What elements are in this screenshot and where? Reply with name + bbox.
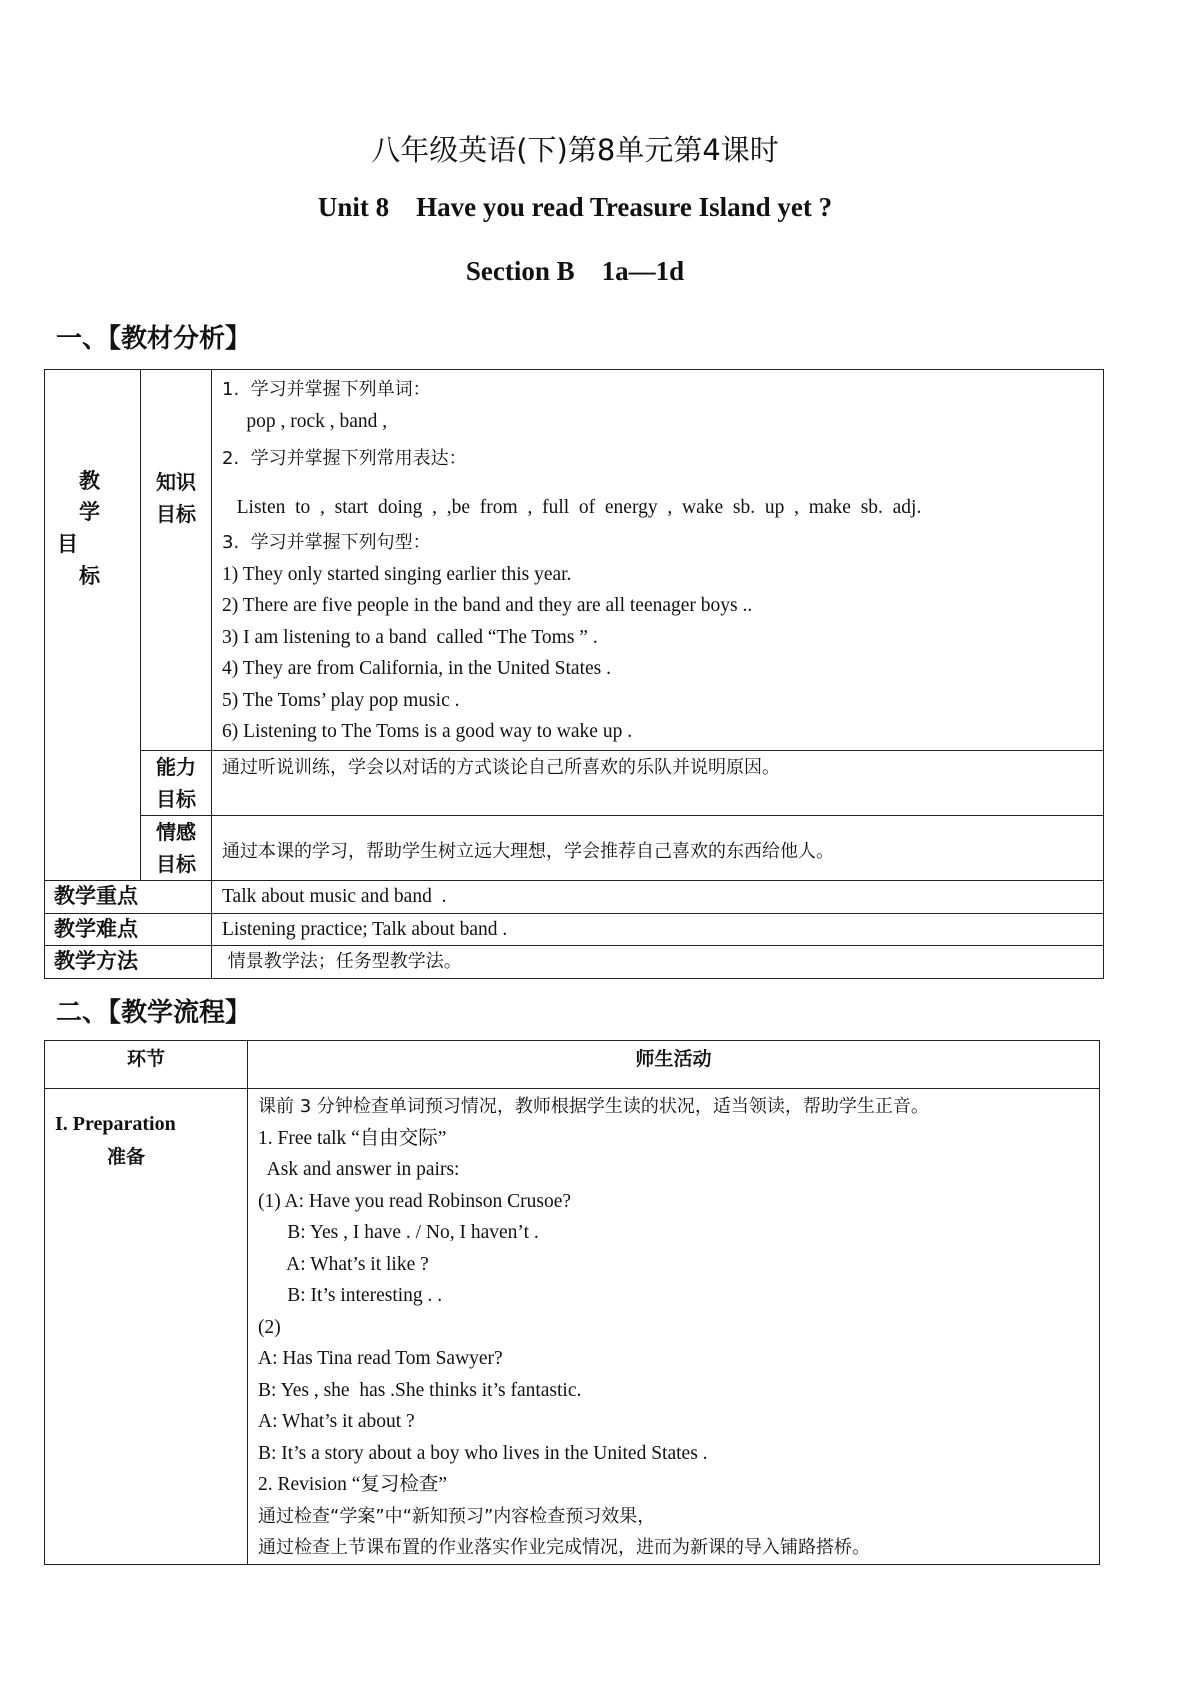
key-point-label-cell	[45, 881, 212, 914]
activity-line: B: It’s a story about a boy who lives in the United States .	[258, 1442, 708, 1464]
knowledge-label-top: 知识	[156, 470, 196, 494]
ability-content	[212, 751, 1104, 816]
knowledge-content	[212, 370, 1104, 751]
ability-label-top: 能力	[156, 755, 196, 779]
emotion-content	[212, 816, 1104, 881]
ability-text: 通过听说训练，学会以对话的方式谈论自己所喜欢的乐队并说明原因。	[222, 757, 780, 778]
emotion-label-top: 情感	[156, 820, 196, 844]
ability-label-bottom: 目标	[156, 787, 196, 811]
goal-char-1: 教	[79, 469, 100, 493]
knowledge-line: 5) The Toms’ play pop music .	[222, 689, 460, 711]
process-table	[44, 1040, 1100, 1565]
activity-line: Ask and answer in pairs:	[258, 1159, 460, 1180]
method-label-cell	[45, 946, 212, 979]
goal-char-2: 学	[79, 500, 100, 524]
knowledge-line: Listen to , start doing , ,be from , full of energy , wake sb. up , make sb. adj.	[222, 496, 922, 518]
method-content	[212, 946, 1104, 979]
goal-char-3: 目	[57, 532, 78, 556]
knowledge-line: 4) They are from California, in the United States .	[222, 658, 611, 679]
method-text: 情景教学法；任务型教学法。	[222, 951, 462, 972]
emotion-label-cell	[141, 816, 212, 881]
stage-cell	[45, 1089, 248, 1565]
stage-en: I. Preparation	[55, 1113, 176, 1135]
emotion-label-bottom: 目标	[156, 852, 196, 876]
activity-line: 通过检查上节课布置的作业落实作业完成情况，进而为新课的导入铺路搭桥。	[258, 1537, 870, 1558]
activity-line: (1) A: Have you read Robinson Crusoe?	[258, 1190, 572, 1212]
unit-title: Unit 8 Have you read Treasure Island yet ?	[317, 192, 833, 222]
knowledge-line: 2. 学习并掌握下列常用表达：	[222, 448, 467, 469]
ability-label-cell	[141, 751, 212, 816]
knowledge-line: 3) I am listening to a band called “The Toms ” .	[222, 626, 598, 648]
emotion-text: 通过本课的学习，帮助学生树立远大理想，学会推荐自己喜欢的东西给他人。	[222, 841, 834, 862]
goal-char-4: 标	[79, 564, 100, 588]
knowledge-line: 6) Listening to The Toms is a good way to wake up .	[222, 721, 633, 742]
activity-line: A: What’s it like ?	[258, 1253, 429, 1275]
activity-line: A: What’s it about ?	[258, 1411, 415, 1432]
stage-cn: 准备	[107, 1146, 146, 1168]
activity-line: (2)	[258, 1316, 281, 1338]
section-heading-process: 二、【教学流程】	[56, 998, 252, 1028]
activity-line: 通过检查“学案”中“新知预习”内容检查预习效果，	[258, 1505, 656, 1527]
header-stage-cell	[45, 1041, 248, 1089]
knowledge-label-cell	[141, 370, 212, 751]
activity-line: B: It’s interesting . .	[258, 1285, 443, 1306]
knowledge-line: pop , rock , band ,	[222, 410, 388, 432]
page-title: 八年级英语(下)第8单元第4课时	[371, 133, 779, 167]
section-heading-analysis: 一、【教材分析】	[56, 324, 252, 354]
knowledge-line: 1. 学习并掌握下列单词：	[222, 379, 431, 400]
difficulty-text: Listening practice; Talk about band .	[222, 918, 508, 940]
difficulty-content	[212, 913, 1104, 946]
key-point-content	[212, 881, 1104, 914]
section-title: Section B 1a—1d	[465, 256, 685, 286]
knowledge-line: 1) They only started singing earlier this year.	[222, 563, 572, 585]
header-activity: 师生活动	[635, 1048, 712, 1070]
key-point-text: Talk about music and band .	[222, 886, 447, 907]
activity-line: 1. Free talk “自由交际”	[258, 1127, 447, 1149]
method-label: 教学方法	[54, 949, 138, 973]
activity-line: B: Yes , I have . / No, I haven’t .	[258, 1222, 539, 1243]
activity-line: 2. Revision “复习检查”	[258, 1474, 448, 1495]
activity-line: B: Yes , she has .She thinks it’s fantastic.	[258, 1379, 582, 1401]
key-point-label: 教学重点	[54, 884, 138, 908]
activity-line: A: Has Tina read Tom Sawyer?	[258, 1348, 503, 1369]
teaching-goals-label-cell	[45, 370, 141, 881]
header-stage: 环节	[126, 1048, 165, 1070]
knowledge-line: 2) There are five people in the band and they are all teenager boys ..	[222, 595, 753, 616]
difficulty-label-cell	[45, 913, 212, 946]
activity-cell	[248, 1089, 1100, 1565]
difficulty-label: 教学难点	[54, 916, 138, 941]
knowledge-label-bottom: 目标	[156, 502, 196, 526]
activity-line: 课前 3 分钟检查单词预习情况，教师根据学生读的状况，适当领读，帮助学生正音。	[258, 1096, 929, 1117]
knowledge-line: 3. 学习并掌握下列句型：	[222, 532, 431, 553]
header-activity-cell	[248, 1041, 1100, 1089]
analysis-table	[44, 369, 1104, 979]
